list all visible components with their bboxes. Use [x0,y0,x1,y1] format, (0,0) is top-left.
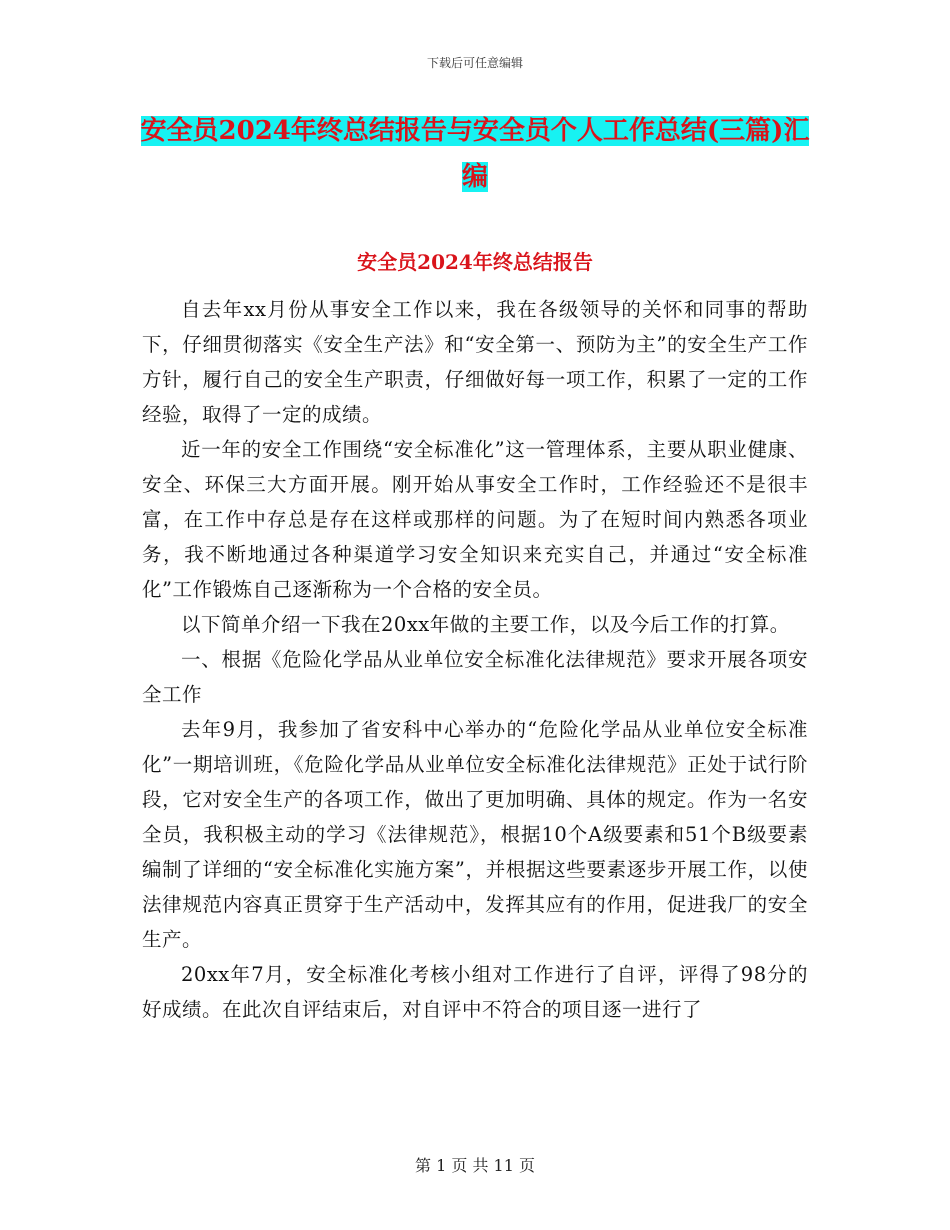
paragraph: 去年9月，我参加了省安科中心举办的“危险化学品从业单位安全标准化”一期培训班，《危险化学品从业单位安全标准化法律规范》正处于试行阶段，它对安全生产的各项工作，做出了更加明确、具体的规定。作为一名安全员，我积极主动的学习《法律规范》，根据10个A级要素和51个B级要素编制了详细的“安全标准化实施方案”，并根据这些要素逐步开展工作，以使法律规范内容真正贯穿于生产活动中，发挥其应有的作用，促进我厂的安全生产。 [142,718,808,951]
paragraph: 20xx年7月，安全标准化考核小组对工作进行了自评，评得了98分的好成绩。在此次自评结束后，对自评中不符合的项目逐一进行了 [142,963,808,1021]
section-heading: 一、根据《危险化学品从业单位安全标准化法律规范》要求开展各项安全工作 [142,648,808,706]
page-footer: 第 1 页 共 11 页 [415,1156,535,1175]
paragraph: 自去年xx月份从事安全工作以来，我在各级领导的关怀和同事的帮助下，仔细贯彻落实《安全生产法》和“安全第一、预防为主”的安全生产工作方针，履行自己的安全生产职责，仔细做好每一项工作，积累了一定的工作经验，取得了一定的成绩。 [142,298,808,426]
section-title: 安全员2024年终总结报告 [357,250,593,274]
paragraph: 近一年的安全工作围绕“安全标准化”这一管理体系，主要从职业健康、安全、环保三大方面开展。刚开始从事安全工作时，工作经验还不是很丰富，在工作中存总是存在这样或那样的问题。为了在短时间内熟悉各项业务，我不断地通过各种渠道学习安全知识来充实自己，并通过“安全标准化”工作锻炼自己逐渐称为一个合格的安全员。 [142,438,808,601]
paragraph: 以下简单介绍一下我在20xx年做的主要工作，以及今后工作的打算。 [181,613,790,636]
document-title-text: 安全员2024年终总结报告与安全员个人工作总结(三篇)汇编 [140,116,810,192]
document-title [140,108,810,200]
document-body [142,292,808,1027]
page-header: 下载后可任意编辑 [426,56,523,70]
